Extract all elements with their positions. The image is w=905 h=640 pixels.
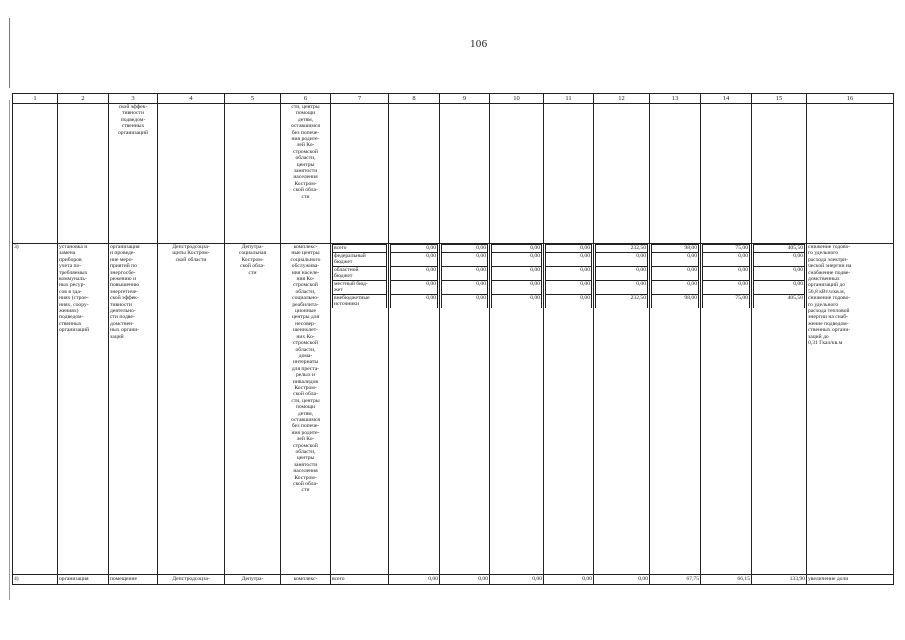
header-col-12: 12: [594, 94, 650, 104]
row3-participants-line: помощи: [295, 404, 316, 411]
row3-coexecutor-line: Костром-: [241, 256, 264, 263]
header-col-15: 15: [752, 94, 807, 104]
funding-value: 0,00: [391, 295, 438, 309]
row3-goal-line: ской эффек-: [110, 295, 139, 302]
funding-source: внебюджетные источники: [333, 295, 387, 309]
funding-source: федеральный бюджет: [333, 253, 387, 267]
row3-participants-line: области,: [295, 449, 316, 455]
header-row: [13, 94, 894, 104]
row3-participants-line: ные центры: [291, 250, 320, 257]
row3-measure-name-line: требляемых: [59, 269, 88, 276]
row3-col13: [650, 244, 701, 575]
row3-coexecutor-line: ской обла-: [240, 263, 265, 270]
funding-value: 0,00: [652, 253, 699, 267]
cont-col6-line: детям,: [297, 116, 314, 123]
row3-goal-line: ных органи-: [110, 327, 140, 334]
row4-number: 4): [13, 575, 58, 585]
funding-value: 98,00: [652, 295, 699, 309]
row4-col12: 0,00: [594, 575, 650, 585]
row3-coexecutor-line: сти: [248, 269, 257, 276]
cont-col6-line: центры: [296, 161, 315, 168]
row3-goal-line: организация: [110, 244, 140, 250]
funding-value: 0,00: [754, 267, 805, 281]
row3-expected-result-line: 0,31 Гкал/кв.м: [808, 340, 843, 347]
row3-expected-result-line: ственных органи-: [808, 327, 851, 334]
row3-expected-result-line: заций до: [808, 333, 829, 340]
funding-value: 0,00: [546, 281, 592, 295]
funding-value: 0,00: [391, 245, 438, 253]
row3-goal-line: сти подве-: [110, 314, 135, 321]
header-col-13: 13: [650, 94, 701, 104]
cont-col6: [281, 104, 331, 244]
row3-col15: [752, 244, 807, 575]
row4-expected-result: увеличение доли: [807, 575, 894, 585]
funding-value: 0,00: [546, 253, 592, 267]
funding-value: 0,00: [703, 267, 750, 281]
row3-participants-line: ционные: [294, 308, 316, 315]
row3-measure-name-line: коммуналь-: [59, 276, 87, 283]
funding-value: 0,00: [492, 295, 542, 309]
row3-executor-line: Депстродсоцза-: [172, 244, 210, 250]
funding-value: 0,00: [442, 267, 488, 281]
row3-participants-line: стромской: [293, 340, 318, 347]
left-margin-line-lower: [9, 100, 10, 600]
funding-value: 0,00: [596, 267, 648, 281]
row3-participants-line: несовер-: [295, 320, 316, 327]
row4-executor: Депстродсоцза-: [158, 575, 225, 585]
funding-value: 0,00: [754, 253, 805, 267]
funding-value: 75,00: [703, 295, 750, 309]
row3-participants-line: реабилита-: [292, 301, 319, 308]
row3-participants-line: области,: [295, 346, 316, 353]
funding-value: 0,00: [442, 253, 488, 267]
row3-expected-result-line: расхода электри-: [808, 256, 849, 263]
funding-value: 0,00: [596, 281, 648, 295]
row3-col10: [490, 244, 544, 575]
header-col-2: 2: [58, 94, 109, 104]
row4-coexecutor: Депутра-: [225, 575, 281, 585]
funding-value: 0,00: [546, 295, 592, 309]
funding-value: 0,00: [492, 245, 542, 253]
row3-participants-line: стромской: [293, 442, 318, 449]
row3-participants-line: Костром-: [294, 474, 317, 481]
row3-participants-line: них Ко-: [296, 333, 315, 340]
row3-col9: [440, 244, 490, 575]
row3-expected-result-line: организаций до: [808, 282, 846, 289]
header-col-7: 7: [331, 94, 389, 104]
row3-participants-line: занятости: [293, 461, 318, 468]
row3-participants-line: шеннолет-: [292, 327, 319, 334]
row3-goal-line: приятий по: [110, 263, 137, 270]
header-col-1: 1: [13, 94, 58, 104]
row4-col11: 0,00: [544, 575, 594, 585]
row3-participants-line: области,: [295, 288, 316, 295]
header-col-6: 6: [281, 94, 331, 104]
row4-col15: 133,90: [752, 575, 807, 585]
row3-coexecutor-line: Депутра-: [241, 244, 264, 250]
header-col-5: 5: [225, 94, 281, 104]
funding-source: местный бюд- жет: [333, 281, 387, 295]
row3-funding-sources: [331, 244, 389, 575]
header-col-8: 8: [389, 94, 440, 104]
cont-col6-line: лей Ко-: [296, 142, 315, 149]
row3-participants-line: инвалидов: [292, 378, 319, 385]
funding-value: 0,00: [391, 281, 438, 295]
row3-expected-result-line: снабжение подве-: [808, 269, 851, 276]
row3-goal-line: энергетиче-: [110, 288, 138, 295]
cont-col6-line: ской обла-: [293, 187, 318, 194]
cont-col3-line: подведом-: [120, 116, 146, 123]
measure-row-4: [13, 575, 894, 585]
funding-value: 0,00: [442, 281, 488, 295]
row3-expected-result-line: домственных: [808, 276, 840, 283]
row3-measure-name-line: организаций: [59, 327, 90, 334]
row3-expected-result-line: энергии на снаб-: [808, 314, 848, 321]
left-margin-line: [9, 18, 10, 88]
row4-participants: комплекс-: [281, 575, 331, 585]
row3-goal-line: ние меро-: [110, 256, 134, 263]
continuation-row: [13, 104, 894, 244]
cont-col6-line: занятости: [293, 168, 318, 175]
measure-row-3: [13, 244, 894, 575]
row3-expected-result-line: го удельного: [808, 301, 839, 308]
row4-col13: 67,75: [650, 575, 701, 585]
row3-expected-result-line: ческой энергии на: [808, 263, 852, 270]
cont-col6-line: Костром-: [294, 180, 317, 187]
row3-participants-line: дома-: [298, 352, 313, 359]
funding-value: 0,00: [546, 245, 592, 253]
row3-participants-line: для преста-: [291, 365, 320, 372]
row3-measure-name-line: ных ресур-: [59, 282, 86, 289]
row3-number: 3): [13, 244, 58, 575]
row3-participants-line: населения: [293, 468, 318, 475]
row3-executor: [158, 244, 225, 575]
row3-col8: [389, 244, 440, 575]
row3-participants-line: ния родите-: [291, 429, 320, 436]
row4-col8: 0,00: [389, 575, 440, 585]
row3-participants-line: стромской: [293, 282, 318, 289]
row3-participants-line: социально-: [292, 295, 319, 302]
row3-participants-line: оставшимся: [291, 416, 320, 423]
row3-col12: [594, 244, 650, 575]
funding-value: 0,00: [492, 281, 542, 295]
funding-value: 75,00: [703, 245, 750, 253]
cont-col3-line: ственных: [121, 123, 145, 130]
row3-expected-result: [807, 244, 894, 575]
row3-measure-name-line: установка и: [59, 244, 88, 250]
row3-executor-line: ской области: [175, 256, 207, 263]
row3-participants-line: лей Ко-: [296, 436, 315, 443]
row3-participants: [281, 244, 331, 575]
cont-col3-line: организаций: [117, 129, 149, 136]
row3-executor-line: щиты Костром-: [172, 250, 210, 257]
row3-coexecutor-line: социальная: [238, 250, 267, 257]
row3-measure-name-line: ниях, соору-: [59, 301, 89, 308]
row3-coexecutor: [225, 244, 281, 575]
row3-measure-name-line: подведом-: [59, 314, 84, 321]
funding-source: всего: [333, 245, 387, 253]
row3-expected-result-line: го удельного: [808, 250, 839, 257]
row3-goal-line: энергосбе-: [110, 269, 136, 276]
funding-value: 0,00: [442, 245, 488, 253]
cont-col3-line: ской эффек-: [118, 104, 148, 110]
row3-participants-line: центры: [296, 455, 315, 462]
header-col-16: 16: [807, 94, 894, 104]
funding-value: 405,50: [754, 245, 805, 253]
row3-goal-line: и проведе-: [110, 250, 136, 257]
row3-participants-line: сти, центры: [291, 397, 320, 404]
funding-value: 0,00: [703, 281, 750, 295]
row3-participants-line: ния населе-: [291, 269, 320, 276]
row3-expected-result-line: снижение годово-: [808, 295, 851, 302]
row3-col11: [544, 244, 594, 575]
row3-col14: [701, 244, 752, 575]
cont-col6-line: сти: [301, 193, 310, 200]
funding-value: 0,00: [391, 267, 438, 281]
row3-participants-line: ской обла-: [293, 481, 318, 488]
cont-col6-line: населения: [293, 174, 318, 181]
row4-col14: 66,15: [701, 575, 752, 585]
funding-value: 0,00: [703, 253, 750, 267]
funding-value: 232,50: [596, 295, 648, 309]
funding-value: 232,50: [596, 245, 648, 253]
row3-participants-line: центры для: [291, 314, 320, 321]
funding-value: 0,00: [652, 267, 699, 281]
funding-value: 0,00: [442, 295, 488, 309]
row3-participants-line: Костром-: [294, 384, 317, 391]
row3-goal-line: повышению: [110, 282, 140, 289]
row3-participants-line: сти: [301, 487, 310, 494]
row3-measure-name-line: замена: [59, 250, 76, 257]
header-col-14: 14: [701, 94, 752, 104]
row3-measure-name-line: приборов: [59, 256, 82, 263]
header-col-10: 10: [490, 94, 544, 104]
program-measures-table: [12, 93, 894, 585]
row3-participants-line: обслужива-: [291, 263, 320, 270]
funding-value: 98,00: [652, 245, 699, 253]
funding-value: 0,00: [754, 281, 805, 295]
cont-col6-line: без попече-: [291, 129, 320, 136]
funding-value: 0,00: [546, 267, 592, 281]
row3-measure-name-line: ственных: [59, 320, 82, 327]
row3-participants-line: ния Ко-: [296, 276, 315, 283]
row3-expected-result-line: жение подведом-: [808, 320, 849, 327]
row3-measure-name-line: ниях (строе-: [59, 295, 89, 302]
cont-col3: [109, 104, 158, 244]
funding-value: 0,00: [492, 253, 542, 267]
row4-measure-name: организация: [58, 575, 109, 585]
row3-participants-line: детям,: [297, 410, 314, 417]
row4-funding-source: всего: [331, 575, 389, 585]
cont-col6-line: сти, центры: [291, 104, 320, 110]
row3-goal-line: тивности: [110, 301, 132, 308]
header-col-9: 9: [440, 94, 490, 104]
header-col-11: 11: [544, 94, 594, 104]
row3-measure-name: [58, 244, 109, 575]
row3-participants-line: ской обла-: [293, 391, 318, 398]
row4-goal: помещение: [109, 575, 158, 585]
cont-col6-line: стромской: [293, 148, 318, 155]
row3-participants-line: социального: [290, 256, 321, 263]
cont-col6-line: области,: [295, 155, 316, 162]
cont-col3-line: тивности: [122, 110, 144, 117]
row3-participants-line: комплекс-: [293, 244, 318, 250]
row3-participants-line: без попече-: [291, 423, 320, 430]
row4-col9: 0,00: [440, 575, 490, 585]
funding-value: 0,00: [596, 253, 648, 267]
cont-col6-line: помощи: [295, 110, 316, 117]
funding-value: 405,50: [754, 295, 805, 309]
funding-value: 0,00: [391, 253, 438, 267]
row3-expected-result-line: снижение годово-: [808, 244, 851, 250]
row3-measure-name-line: сов в зда-: [59, 288, 82, 295]
row3-goal: [109, 244, 158, 575]
header-col-4: 4: [158, 94, 225, 104]
row3-expected-result-line: 56,8 кВт.ч/кв.м,: [808, 288, 846, 295]
row3-participants-line: интернаты: [292, 359, 319, 366]
row3-goal-line: режению и: [110, 276, 137, 283]
page-number: 106: [470, 38, 488, 50]
row3-goal-line: домствен-: [110, 320, 134, 327]
cont-col6-line: оставшимся: [291, 123, 320, 130]
funding-value: 0,00: [652, 281, 699, 295]
row3-participants-line: релых и: [295, 372, 316, 379]
row3-measure-name-line: учета по-: [59, 263, 82, 270]
row3-goal-line: заций: [110, 333, 124, 340]
funding-value: 0,00: [492, 267, 542, 281]
cont-col6-line: ния родите-: [291, 136, 320, 143]
row3-goal-line: деятельно-: [110, 308, 136, 315]
funding-source: областной бюджет: [333, 267, 387, 281]
row3-measure-name-line: жениях): [59, 308, 79, 315]
row4-col10: 0,00: [490, 575, 544, 585]
header-col-3: 3: [109, 94, 158, 104]
row3-expected-result-line: расхода тепловой: [808, 308, 850, 315]
